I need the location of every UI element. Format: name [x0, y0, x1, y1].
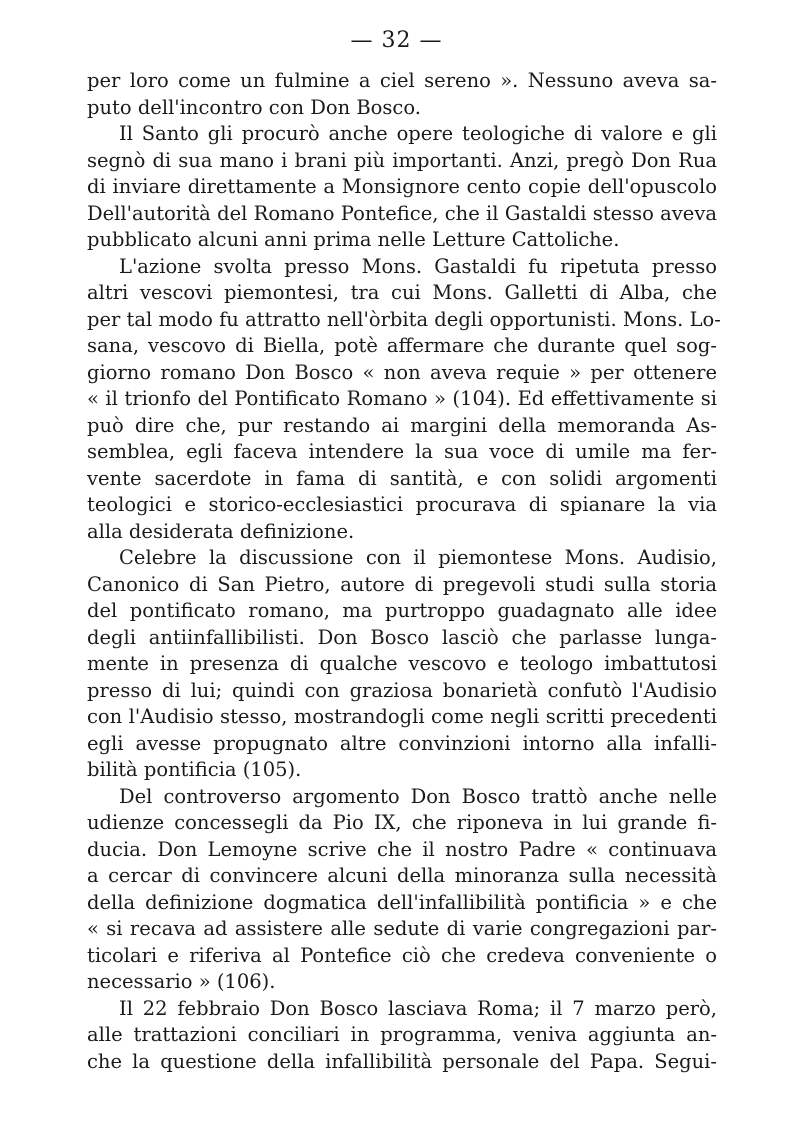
- text-line: degli antiinfallibilisti. Don Bosco lasciò che parlasse lunga-: [87, 625, 717, 649]
- text-line: Canonico di San Pietro, autore di pregevoli studi sulla storia: [87, 572, 717, 596]
- text-line: giorno romano Don Bosco « non aveva requie » per ottenere: [87, 360, 717, 384]
- text-line: per loro come un fulmine a ciel sereno ». Nessuno aveva sa-: [87, 69, 717, 92]
- text-line: presso di lui; quindi con graziosa bonarietà confutò l'Audisio: [87, 678, 717, 702]
- text-line: L'azione svolta presso Mons. Gastaldi fu ripetuta presso: [119, 254, 717, 278]
- text-line: « il trionfo del Pontificato Romano » (104). Ed effettivamente si: [87, 387, 717, 410]
- text-line: necessario » (106).: [87, 970, 276, 993]
- text-line: altri vescovi piemontesi, tra cui Mons. Galletti di Alba, che: [87, 281, 717, 304]
- text-line: che la questione della infallibilità personale del Papa. Segui-: [87, 1049, 717, 1073]
- text-line: teologici e storico-ecclesiastici procurava di spianare la via: [87, 493, 717, 516]
- text-line: semblea, egli faceva intendere la sua voce di umile ma fer-: [87, 440, 717, 463]
- text-line: Il 22 febbraio Don Bosco lasciava Roma; il 7 marzo però,: [119, 996, 717, 1020]
- body-text: [87, 68, 721, 1075]
- text-line: ducia. Don Lemoyne scrive che il nostro Padre « continuava: [87, 837, 717, 861]
- text-line: sana, vescovo di Biella, potè affermare che durante quel sog-: [87, 334, 717, 357]
- text-line: pubblicato alcuni anni prima nelle Letture Cattoliche.: [87, 228, 620, 251]
- text-line: « si recava ad assistere alle sedute di varie congregazioni par-: [87, 917, 717, 940]
- text-line: a cercar di convincere alcuni della minoranza sulla necessità: [87, 864, 717, 887]
- text-line: udienze concessegli da Pio IX, che riponeva in lui grande fi-: [87, 811, 717, 834]
- text-line: mente in presenza di qualche vescovo e teologo imbattutosi: [87, 652, 717, 675]
- text-line: del pontificato romano, ma purtroppo guadagnato alle idee: [87, 599, 717, 622]
- text-line: Il Santo gli procurò anche opere teologiche di valore e gli: [119, 122, 717, 145]
- text-line: Del controverso argomento Don Bosco trattò anche nelle: [119, 784, 717, 808]
- text-line: per tal modo fu attratto nell'òrbita degli opportunisti. Mons. Lo-: [87, 307, 721, 331]
- text-line: della definizione dogmatica dell'infallibilità pontificia » e che: [87, 890, 717, 914]
- text-line: bilità pontificia (105).: [87, 758, 302, 781]
- text-line: vente sacerdote in fama di santità, e con solidi argomenti: [87, 466, 717, 490]
- text-line: segnò di sua mano i brani più importanti. Anzi, pregò Don Rua: [87, 148, 717, 172]
- page-number: — 32 —: [350, 28, 443, 53]
- text-line: con l'Audisio stesso, mostrandogli come negli scritti precedenti: [87, 705, 717, 728]
- text-line: alla desiderata definizione.: [87, 519, 355, 543]
- text-line: di inviare direttamente a Monsignore cento copie dell'opuscolo: [87, 175, 717, 198]
- text-line: Dell'autorità del Romano Pontefice, che il Gastaldi stesso aveva: [87, 201, 717, 225]
- text-line: egli avesse propugnato altre convinzioni intorno alla infalli-: [87, 731, 717, 755]
- text-line: alle trattazioni conciliari in programma, veniva aggiunta an-: [87, 1023, 717, 1046]
- text-line: ticolari e riferiva al Pontefice ciò che credeva conveniente o: [87, 943, 717, 967]
- text-line: può dire che, pur restando ai margini della memoranda As-: [87, 413, 717, 437]
- text-line: puto dell'incontro con Don Bosco.: [87, 95, 421, 119]
- text-line: Celebre la discussione con il piemontese Mons. Audisio,: [119, 546, 717, 569]
